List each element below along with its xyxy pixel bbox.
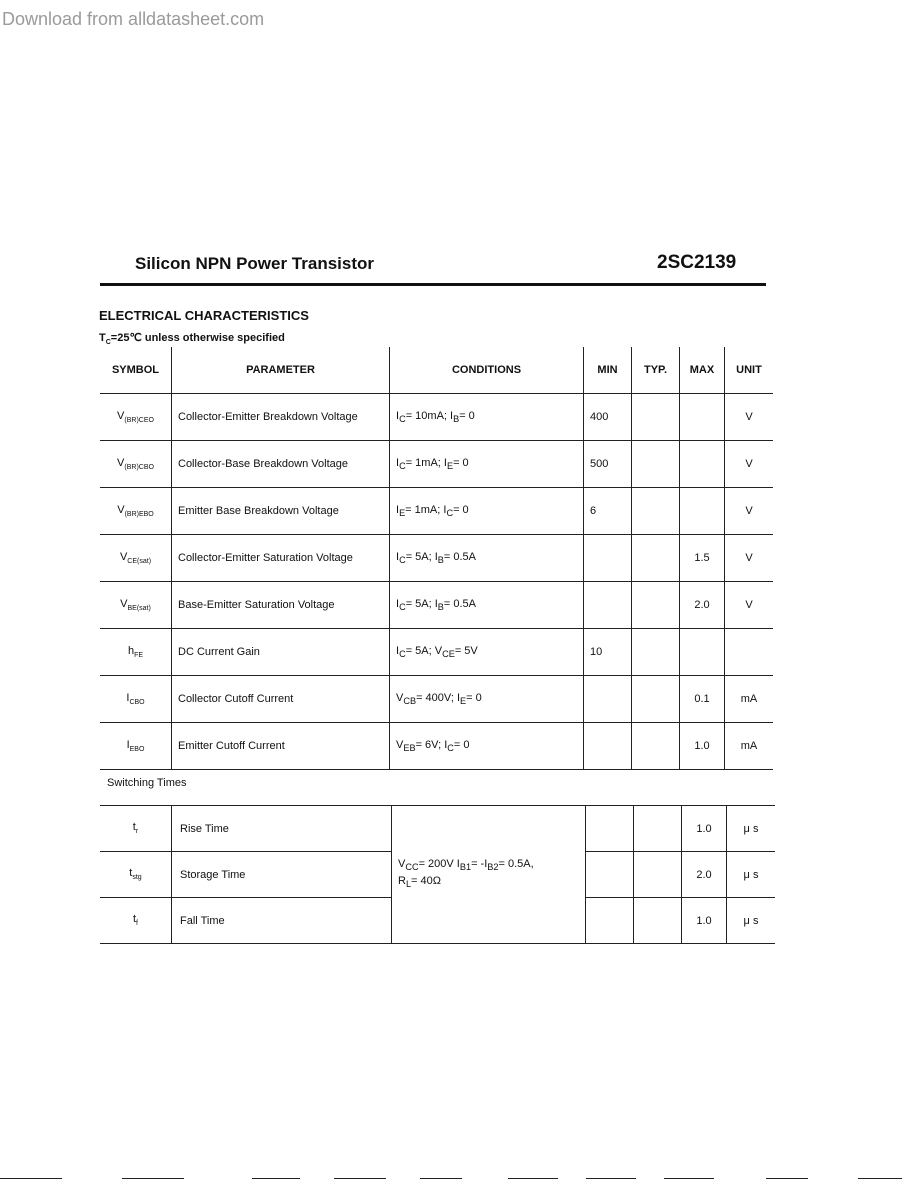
symbol-text: t xyxy=(132,821,136,834)
typ-cell xyxy=(632,582,680,629)
unit-cell: V xyxy=(745,552,753,564)
watermark: Download from alldatasheet.com xyxy=(2,9,265,29)
symbol-cell xyxy=(100,582,172,629)
unit-cell: mA xyxy=(740,693,758,705)
parameter-cell: Emitter Cutoff Current xyxy=(172,723,390,770)
symbol-text: t xyxy=(129,867,133,880)
conditions-cell: $V_{CB}= 400V$; $I_E= 0$ xyxy=(390,676,584,723)
typ-cell xyxy=(632,394,680,441)
table-row xyxy=(100,629,773,676)
switching-conditions-cell: $V_{CC}= 200V$ $I_{B1}= -I_{B2}= 0.5A$, $R_L= 40\Omega$ xyxy=(392,806,586,944)
table-row xyxy=(100,806,775,852)
symbol-cell xyxy=(100,723,172,770)
unit-cell: V xyxy=(745,599,753,611)
symbol-cell xyxy=(100,676,172,723)
symbol-subscript: stg xyxy=(132,874,142,882)
conditions-cell: $I_C= 5A$; $I_B= 0.5A$ xyxy=(390,535,584,582)
min-cell: 400 xyxy=(584,394,632,441)
parameter-cell: Base-Emitter Saturation Voltage xyxy=(172,582,390,629)
conditions-cell: $I_E= 1mA$; $I_C= 0$ xyxy=(390,488,584,535)
switching-times-table xyxy=(100,805,775,944)
parameter-cell: Collector-Emitter Breakdown Voltage xyxy=(172,394,390,441)
unit-cell: mA xyxy=(740,740,758,752)
header-typ: TYP. xyxy=(632,347,680,394)
conditions-cell: $V_{EB}= 6V$; $I_C= 0$ xyxy=(390,723,584,770)
unit-cell: V xyxy=(745,458,753,470)
max-cell xyxy=(680,488,725,535)
section-heading: ELECTRICAL CHARACTERISTICS xyxy=(99,308,309,323)
header-unit: UNIT xyxy=(736,364,762,376)
symbol-text: V xyxy=(117,456,125,469)
symbol-cell xyxy=(100,441,172,488)
max-cell: 1.0 xyxy=(682,898,727,944)
unit-cell xyxy=(725,629,774,676)
symbol-cell xyxy=(100,488,172,535)
conditions-cell: $I_C= 1mA$; $I_E= 0$ xyxy=(390,441,584,488)
symbol-cell xyxy=(100,629,172,676)
unit-cell: V xyxy=(745,411,753,423)
min-cell: 10 xyxy=(584,629,632,676)
symbol-subscript: BE(sat) xyxy=(127,605,151,613)
conditions-cell: $I_C= 5A$; $V_{CE}= 5V$ xyxy=(390,629,584,676)
symbol-text: t xyxy=(132,913,137,926)
table-row xyxy=(100,394,773,441)
unit-cell: μ s xyxy=(743,822,759,835)
parameter-cell: Collector-Base Breakdown Voltage xyxy=(172,441,390,488)
max-cell: 2.0 xyxy=(682,852,727,898)
typ-cell xyxy=(632,441,680,488)
characteristics-table xyxy=(100,347,773,770)
min-cell: 500 xyxy=(584,441,632,488)
min-cell xyxy=(584,676,632,723)
max-cell: 1.0 xyxy=(680,723,725,770)
symbol-subscript: CBO xyxy=(129,699,145,707)
typ-cell xyxy=(634,852,682,898)
symbol-text: V xyxy=(117,409,125,422)
typ-cell xyxy=(634,806,682,852)
conditions-cell: $I_C= 10mA$; $I_B= 0$ xyxy=(390,394,584,441)
table-row xyxy=(100,582,773,629)
symbol-cell xyxy=(100,806,172,852)
symbol-text: V xyxy=(117,503,125,516)
symbol-subscript: f xyxy=(136,920,138,928)
symbol-subscript: EBO xyxy=(129,746,145,754)
table-header-row xyxy=(100,347,773,394)
conditions-cell: $I_C= 5A$; $I_B= 0.5A$ xyxy=(390,582,584,629)
header-max: MAX xyxy=(680,347,725,394)
typ-cell xyxy=(632,629,680,676)
symbol-text: V xyxy=(119,550,128,563)
parameter-cell: DC Current Gain xyxy=(172,629,390,676)
symbol-subscript: (BR)CEO xyxy=(124,417,154,425)
unit-cell: V xyxy=(745,505,753,517)
min-cell xyxy=(584,582,632,629)
symbol-text: V xyxy=(120,597,128,610)
typ-cell xyxy=(632,723,680,770)
header-conditions: CONDITIONS xyxy=(390,347,584,394)
min-cell xyxy=(586,852,634,898)
typ-cell xyxy=(632,676,680,723)
footer-dashes xyxy=(0,1178,918,1180)
typ-cell xyxy=(632,535,680,582)
typ-cell xyxy=(634,898,682,944)
switching-times-heading: Switching Times xyxy=(107,777,187,789)
max-cell xyxy=(680,441,725,488)
symbol-cell xyxy=(100,898,172,944)
min-cell xyxy=(586,806,634,852)
symbol-subscript: FE xyxy=(134,652,144,660)
unit-cell: μ s xyxy=(743,914,759,927)
header-min: MIN xyxy=(584,347,632,394)
table-row xyxy=(100,723,773,770)
table-row xyxy=(100,488,773,535)
max-cell: 1.5 xyxy=(680,535,725,582)
typ-cell xyxy=(632,488,680,535)
symbol-text: I xyxy=(126,691,130,704)
parameter-cell: Storage Time xyxy=(172,852,392,898)
min-cell xyxy=(584,723,632,770)
title-rule xyxy=(100,283,766,286)
max-cell: 2.0 xyxy=(680,582,725,629)
symbol-subscript: (BR)EBO xyxy=(124,511,154,519)
symbol-cell xyxy=(100,394,172,441)
max-cell: 0.1 xyxy=(680,676,725,723)
min-cell xyxy=(584,535,632,582)
header-parameter: PARAMETER xyxy=(172,347,390,394)
parameter-cell: Fall Time xyxy=(172,898,392,944)
document-title: Silicon NPN Power Transistor xyxy=(135,254,375,273)
header-symbol: SYMBOL xyxy=(100,347,172,394)
symbol-subscript: CE(sat) xyxy=(127,558,152,566)
symbol-cell xyxy=(100,852,172,898)
symbol-text: h xyxy=(127,644,135,657)
min-cell: 6 xyxy=(584,488,632,535)
parameter-cell: Emitter Base Breakdown Voltage xyxy=(172,488,390,535)
symbol-subscript: (BR)CBO xyxy=(124,464,154,472)
parameter-cell: Collector Cutoff Current xyxy=(172,676,390,723)
max-cell xyxy=(680,629,725,676)
parameter-cell: Rise Time xyxy=(172,806,392,852)
unit-cell: μ s xyxy=(743,868,759,881)
table-row xyxy=(100,535,773,582)
min-cell xyxy=(586,898,634,944)
parameter-cell: Collector-Emitter Saturation Voltage xyxy=(172,535,390,582)
part-number: 2SC2139 xyxy=(657,252,737,273)
table-row xyxy=(100,676,773,723)
max-cell xyxy=(680,394,725,441)
test-condition-note: $T_C=25℃$ unless otherwise specified xyxy=(99,332,285,347)
symbol-text: I xyxy=(126,738,130,751)
symbol-cell xyxy=(100,535,172,582)
table-row xyxy=(100,441,773,488)
symbol-subscript: r xyxy=(135,828,139,836)
max-cell: 1.0 xyxy=(682,806,727,852)
